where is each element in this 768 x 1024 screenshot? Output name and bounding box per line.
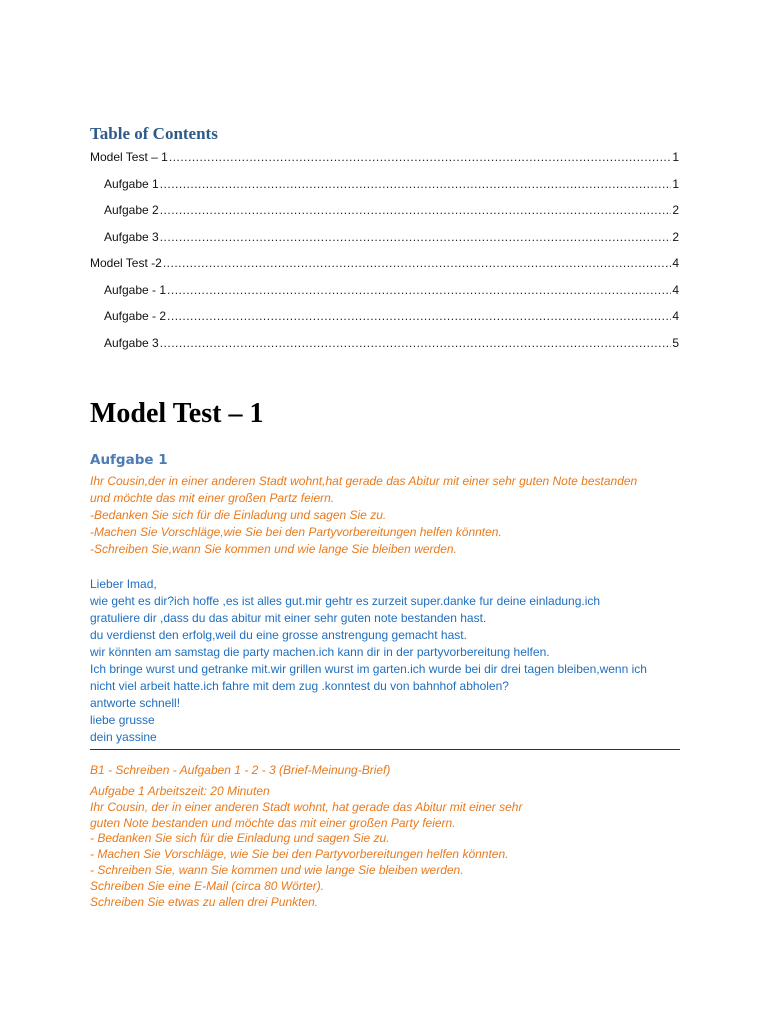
toc-entry[interactable] xyxy=(104,335,679,351)
letter-line: antworte schnell! xyxy=(90,696,181,710)
toc-entry[interactable] xyxy=(104,202,679,218)
toc-entry-page: 2 xyxy=(672,203,679,217)
toc-entry-label: Model Test – 1 xyxy=(90,150,168,164)
toc-leader-dots xyxy=(163,255,672,271)
b1-task-line: - Schreiben Sie, wann Sie kommen und wie lange Sie bleiben werden. xyxy=(90,862,464,877)
letter-line: wir könnten am samstag die party machen.ich kann dir in der partyvorbereitung helfen. xyxy=(90,645,550,659)
task-intro-line: Ihr Cousin,der in einer anderen Stadt wohnt,hat gerade das Abitur mit einer sehr guten Note bestanden xyxy=(90,474,638,488)
toc-entry-label: Aufgabe 1 xyxy=(104,177,159,191)
toc-leader-dots xyxy=(160,229,672,245)
toc-entry-page: 4 xyxy=(672,256,679,270)
letter-line: wie geht es dir?ich hoffe ,es ist alles gut.mir gehtr es zurzeit super.danke fur deine einladung.ich xyxy=(90,594,601,608)
toc-entry[interactable] xyxy=(104,229,679,245)
toc-leader-dots xyxy=(167,282,671,298)
toc-entry-page: 4 xyxy=(672,309,679,323)
toc-entry-label: Model Test -2 xyxy=(90,256,162,270)
section-heading: Model Test – 1 xyxy=(90,398,264,429)
toc-leader-dots xyxy=(160,202,672,218)
task-intro xyxy=(90,473,690,558)
toc-entry-label: Aufgabe 3 xyxy=(104,230,159,244)
letter-line: nicht viel arbeit hatte.ich fahre mit dem zug .konntest du von bahnhof abholen? xyxy=(90,679,509,693)
toc-entry[interactable] xyxy=(104,282,679,298)
b1-title xyxy=(90,762,690,779)
letter-line: Ich bringe wurst und getranke mit.wir grillen wurst im garten.ich wurde bei dir drei tagen bleiben,wenn ich xyxy=(90,662,647,676)
toc-entry-label: Aufgabe - 2 xyxy=(104,309,167,323)
toc-leader-dots xyxy=(167,308,671,324)
toc-entry[interactable] xyxy=(90,255,679,271)
toc-entry[interactable] xyxy=(90,149,679,165)
b1-task xyxy=(90,784,690,910)
toc-entry-page: 5 xyxy=(672,336,679,350)
toc-entry[interactable] xyxy=(104,308,679,324)
b1-task-line: Ihr Cousin, der in einer anderen Stadt wohnt, hat gerade das Abitur mit einer sehr xyxy=(90,799,523,814)
b1-task-line: Schreiben Sie etwas zu allen drei Punkten. xyxy=(90,894,319,909)
task-intro-line: -Machen Sie Vorschläge,wie Sie bei den Partyvorbereitungen helfen könnten. xyxy=(90,525,502,539)
section-subheading: Aufgabe 1 xyxy=(90,452,168,468)
horizontal-divider xyxy=(90,749,680,750)
toc-leader-dots xyxy=(169,149,671,165)
toc-entry-page: 4 xyxy=(672,283,679,297)
letter-text xyxy=(90,576,690,746)
toc-entry-page: 1 xyxy=(672,150,679,164)
toc-entry-page: 1 xyxy=(672,177,679,191)
b1-task-line: Schreiben Sie eine E-Mail (circa 80 Wörter). xyxy=(90,878,325,893)
toc-leader-dots xyxy=(160,176,672,192)
letter-line: du verdienst den erfolg,weil du eine grosse anstrengung gemacht hast. xyxy=(90,628,467,642)
letter-line: dein yassine xyxy=(90,730,157,744)
toc-leader-dots xyxy=(160,335,672,351)
toc-title: Table of Contents xyxy=(90,124,218,143)
toc-entry-page: 2 xyxy=(672,230,679,244)
task-intro-line: -Bedanken Sie sich für die Einladung und sagen Sie zu. xyxy=(90,508,387,522)
toc-entry-label: Aufgabe 2 xyxy=(104,203,159,217)
b1-task-line: - Machen Sie Vorschläge, wie Sie bei den Partyvorbereitungen helfen könnten. xyxy=(90,847,509,862)
task-intro-line: -Schreiben Sie,wann Sie kommen und wie lange Sie bleiben werden. xyxy=(90,542,457,556)
toc-entry[interactable] xyxy=(104,176,679,192)
b1-task-line: Aufgabe 1 Arbeitszeit: 20 Minuten xyxy=(90,784,270,798)
toc-entry-label: Aufgabe 3 xyxy=(104,336,159,350)
task-intro-line: und möchte das mit einer großen Partz feiern. xyxy=(90,491,335,505)
toc-entry-label: Aufgabe - 1 xyxy=(104,283,167,297)
letter-line: Lieber Imad, xyxy=(90,577,157,591)
b1-title-text: B1 - Schreiben - Aufgaben 1 - 2 - 3 (Brief-Meinung-Brief) xyxy=(90,763,391,777)
b1-task-line: guten Note bestanden und möchte das mit einer großen Party feiern. xyxy=(90,815,456,830)
b1-task-line: - Bedanken Sie sich für die Einladung und sagen Sie zu. xyxy=(90,831,390,846)
letter-line: gratuliere dir ,dass du das abitur mit einer sehr guten note bestanden hast. xyxy=(90,611,487,625)
letter-line: liebe grusse xyxy=(90,713,155,727)
